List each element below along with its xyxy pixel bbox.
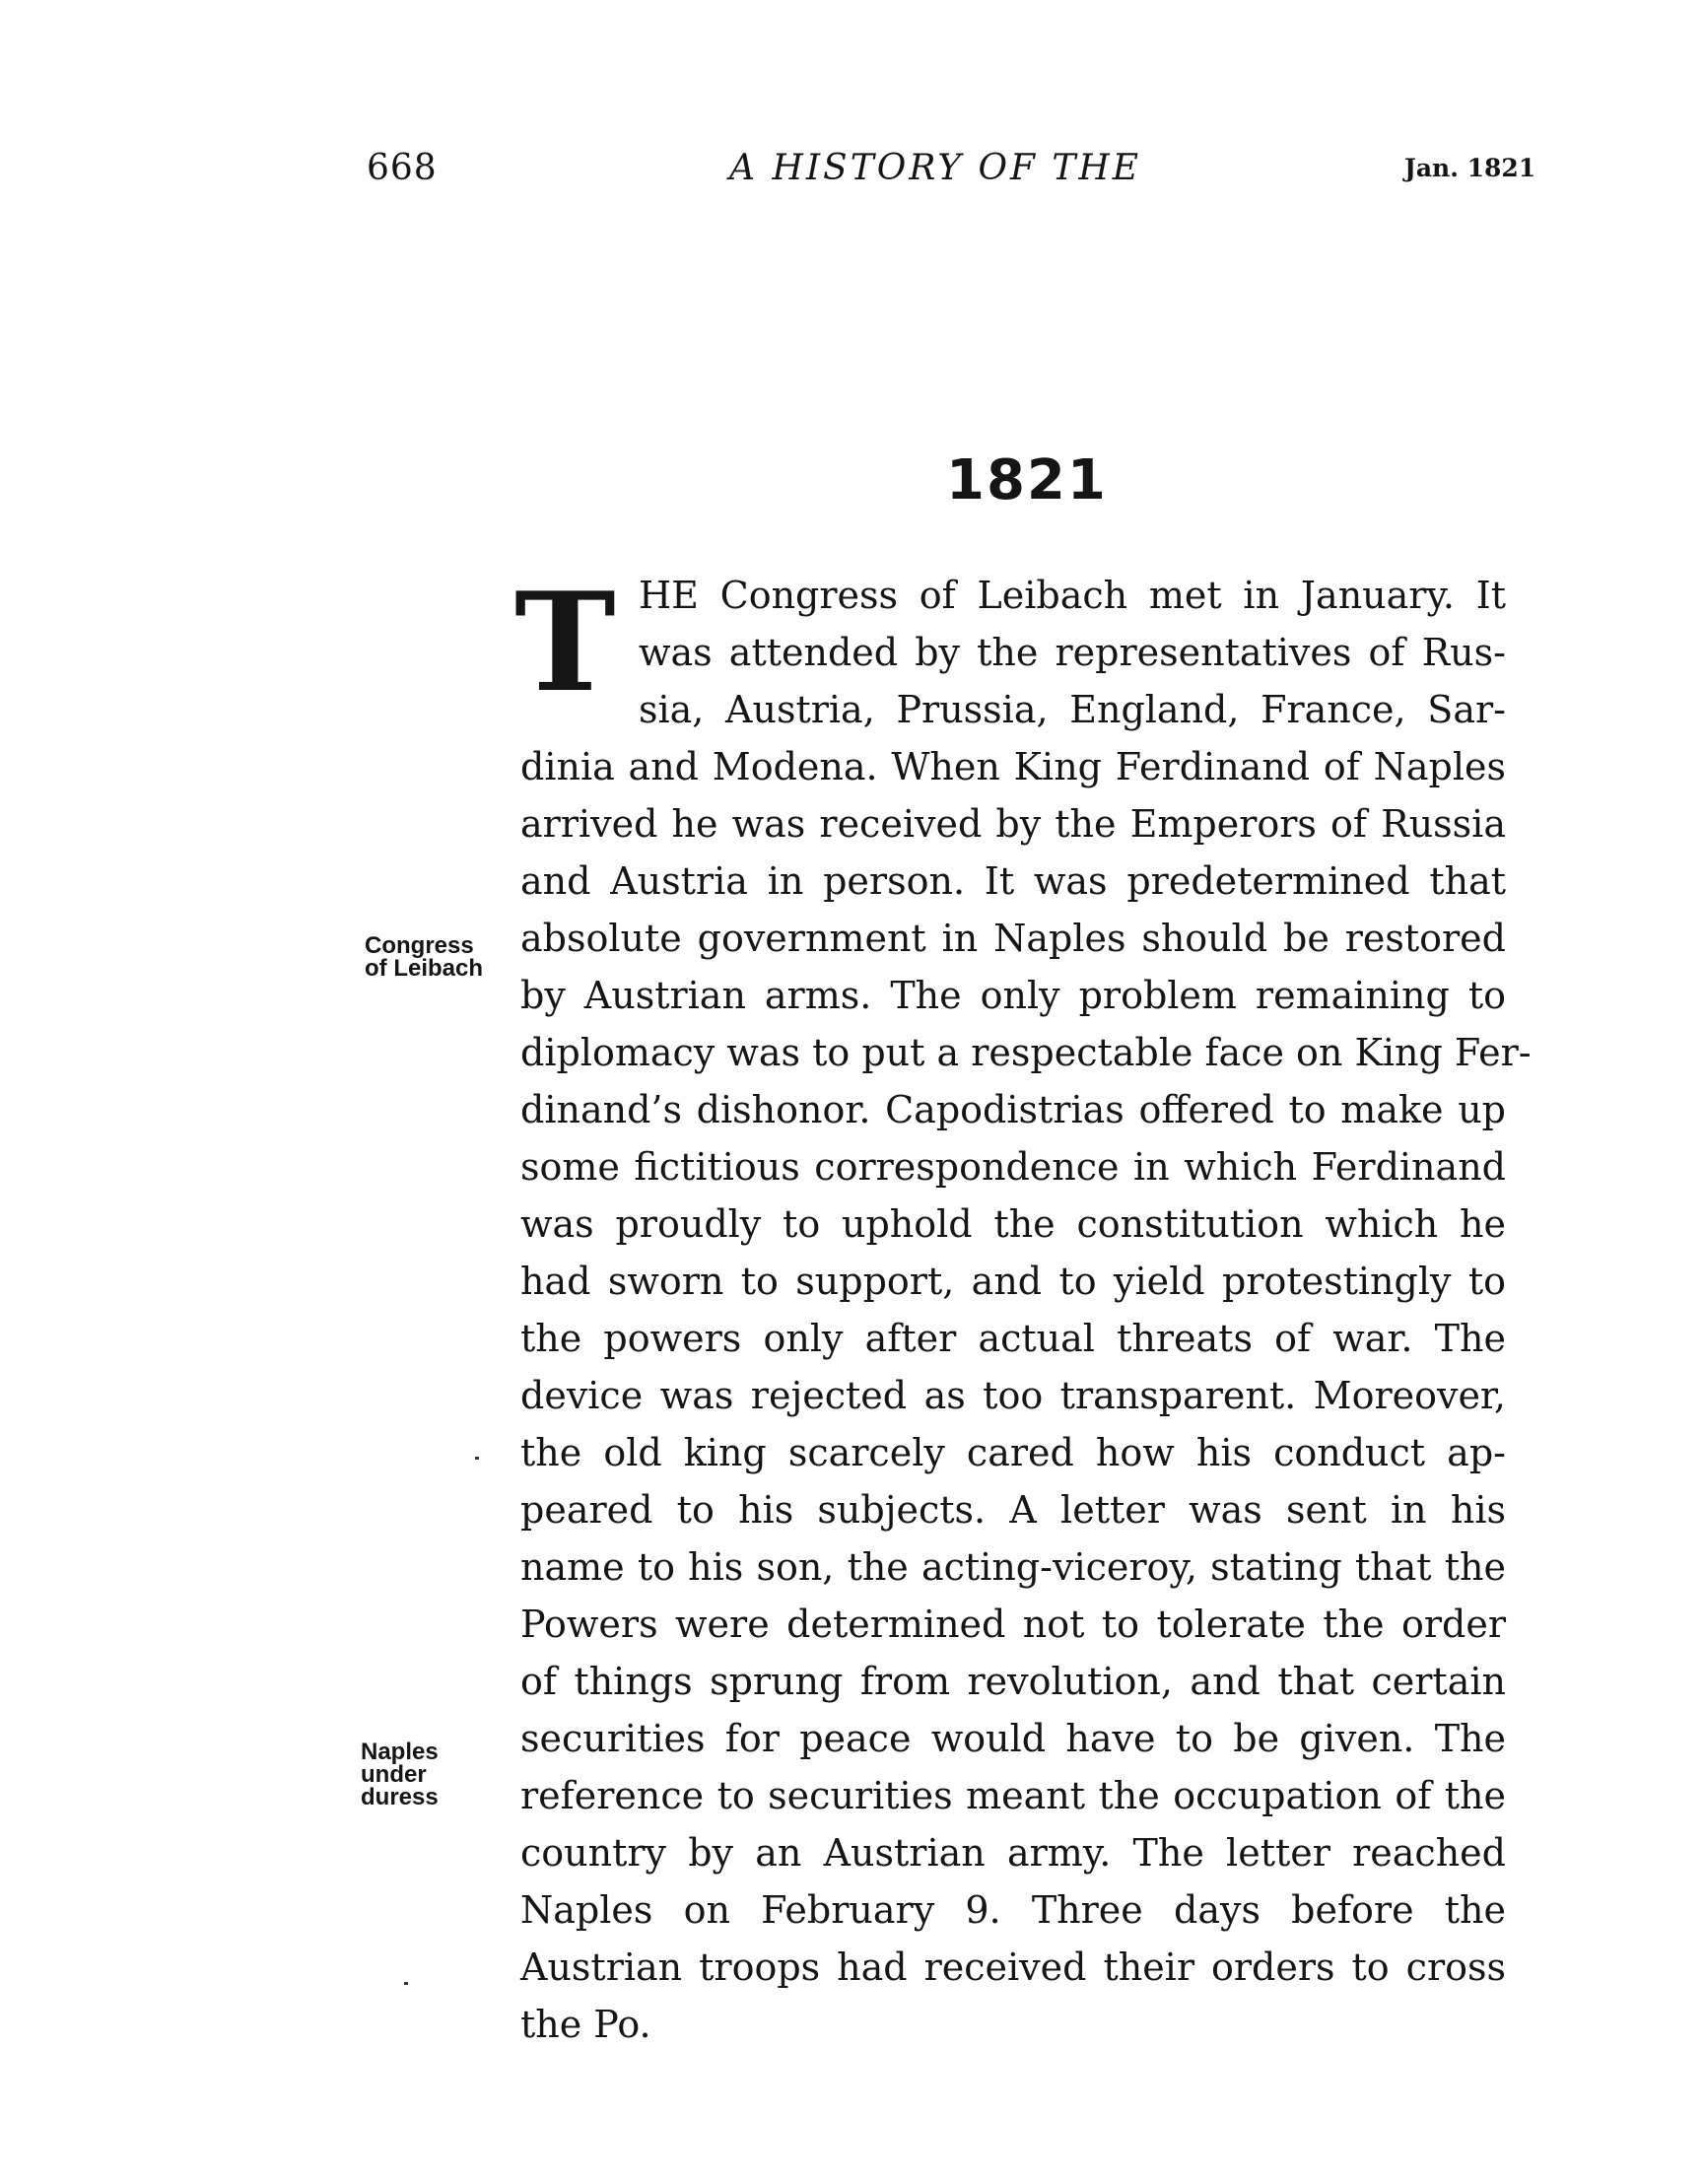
margin-note-line: duress <box>361 1784 439 1810</box>
margin-note-line: of Leibach <box>365 955 484 982</box>
text-line: peared to his subjects. A letter was sent in his <box>520 1488 1506 1532</box>
text-line: absolute government in Naples should be restored <box>520 917 1506 960</box>
year-heading: 1821 <box>946 448 1108 512</box>
text-line: Naples on February 9. Three days before the <box>520 1888 1506 1932</box>
running-date: Jan. 1821 <box>1404 154 1536 182</box>
margin-note-congress-of-leibach <box>365 934 483 980</box>
text-line: was proudly to uphold the constitution which he <box>520 1202 1506 1246</box>
text-line: some fictitious correspondence in which Ferdinand <box>520 1145 1506 1189</box>
body-text <box>514 562 1532 2053</box>
margin-note-line: Congress <box>365 932 474 959</box>
text-line: the old king scarcely cared how his conduct ap- <box>520 1431 1506 1474</box>
text-line: was attended by the representatives of Rus- <box>639 631 1506 674</box>
text-line: and Austria in person. It was predetermined that <box>520 859 1506 903</box>
text-line: dinand’s dishonor. Capodistrias offered to make up <box>520 1088 1506 1131</box>
text-line: sia, Austria, Prussia, England, France, Sar- <box>639 688 1506 731</box>
margin-note-line: Naples <box>361 1739 439 1765</box>
text-line: the powers only after actual threats of war. The <box>520 1317 1506 1360</box>
margin-note-line: under <box>361 1761 427 1788</box>
text-line: dinia and Modena. When King Ferdinand of Naples <box>520 745 1506 788</box>
stray-mark <box>475 1457 479 1460</box>
text-line: country by an Austrian army. The letter reached <box>520 1831 1506 1875</box>
text-line: device was rejected as too transparent. Moreover, <box>520 1374 1506 1417</box>
text-line: had sworn to support, and to yield protestingly to <box>520 1260 1506 1303</box>
stray-mark <box>404 1982 408 1985</box>
text-line: by Austrian arms. The only problem remaining to <box>520 974 1506 1017</box>
text-line: HE Congress of Leibach met in January. It <box>639 574 1506 617</box>
page-number: 668 <box>367 148 438 188</box>
text-line: the Po. <box>520 2003 651 2046</box>
text-line: Powers were determined not to tolerate the order <box>520 1603 1506 1646</box>
text-line: securities for peace would have to be given. The <box>520 1717 1506 1760</box>
text-line: diplomacy was to put a respectable face on King Fer- <box>520 1031 1532 1074</box>
text-line: Austrian troops had received their orders to cross <box>520 1945 1506 1989</box>
text-line: reference to securities meant the occupation of the <box>520 1774 1506 1817</box>
text-line: of things sprung from revolution, and that certain <box>520 1660 1506 1703</box>
margin-note-naples-under-duress <box>361 1740 439 1809</box>
running-title: A HISTORY OF THE <box>729 148 1142 188</box>
text-line: name to his son, the acting-viceroy, stating that the <box>520 1545 1506 1589</box>
drop-cap: T <box>514 562 616 722</box>
text-line: arrived he was received by the Emperors of Russia <box>520 802 1506 846</box>
